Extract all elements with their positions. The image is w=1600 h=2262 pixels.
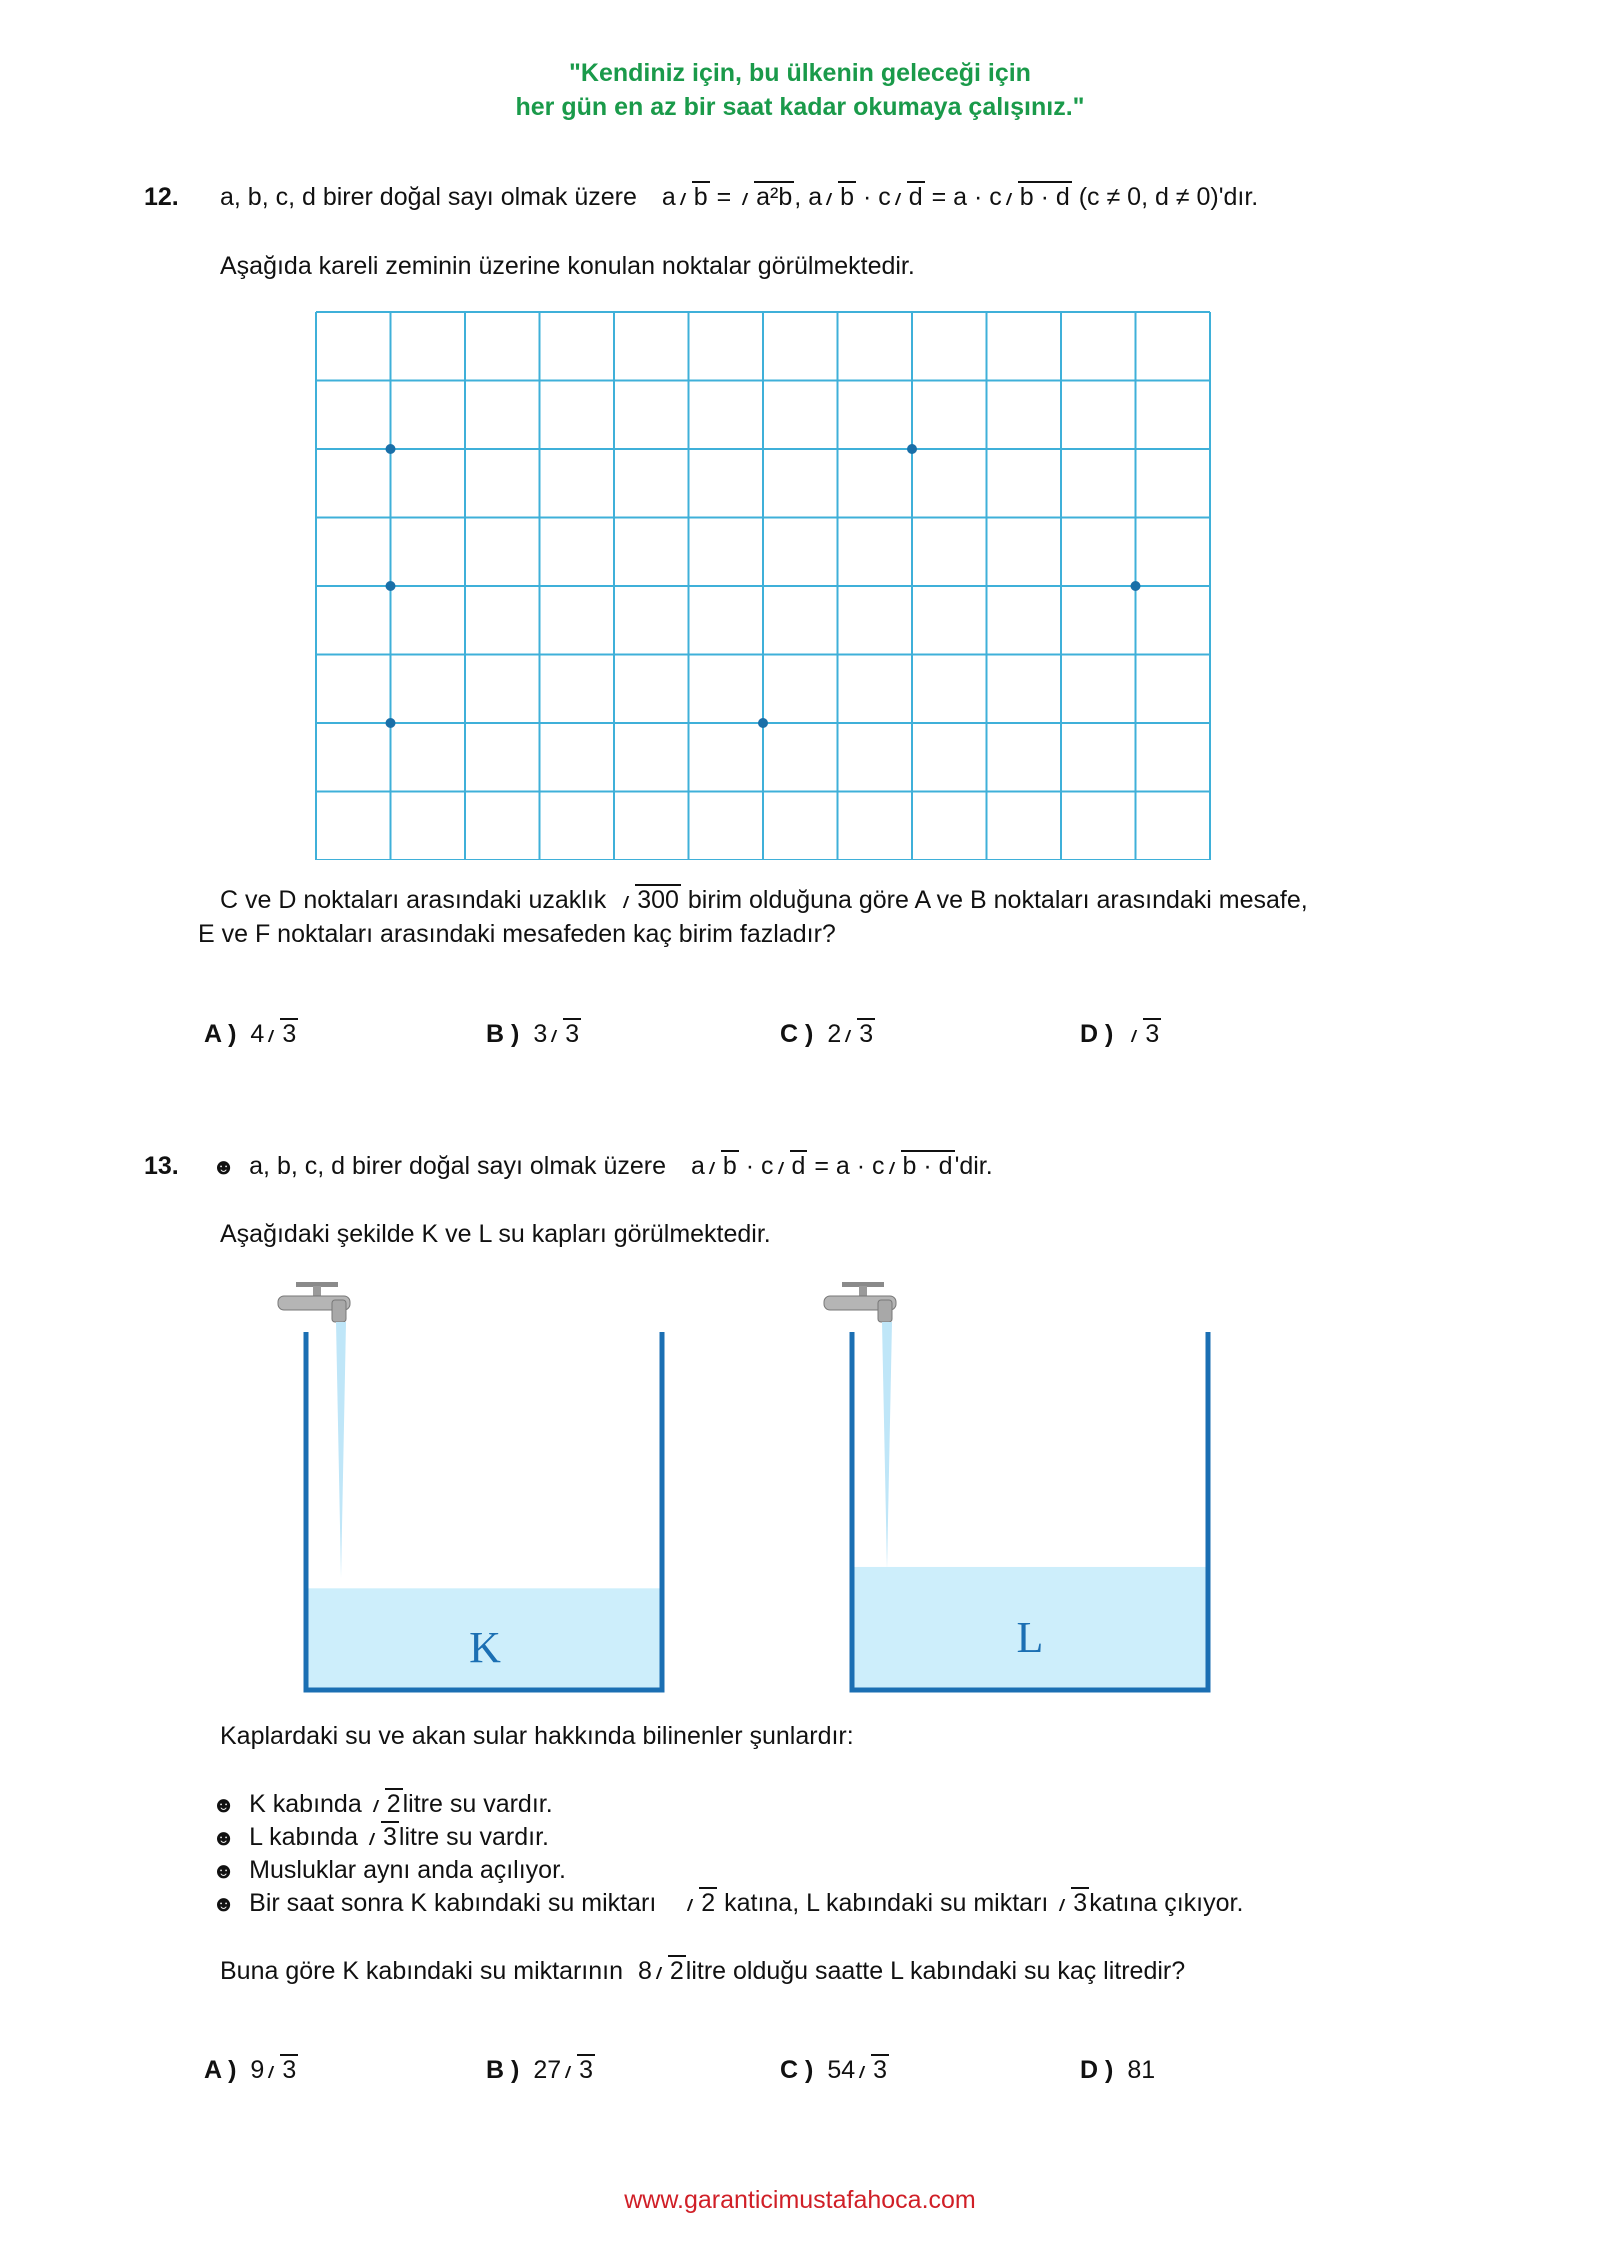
question-12-number: 12. xyxy=(144,183,179,211)
fact-4-sqrt-2 xyxy=(1055,1889,1089,1918)
option-coef: 4 xyxy=(250,1020,265,1048)
fact-1-radicand: 2 xyxy=(386,1790,401,1818)
q13-formula-suffix: 'dir. xyxy=(954,1152,993,1180)
q12-formula-part: = xyxy=(709,183,739,211)
fact-1 xyxy=(212,1790,553,1819)
option-radicand: 3 xyxy=(565,1020,580,1048)
option-letter: A ) xyxy=(204,2056,237,2084)
option-sqrt xyxy=(841,1020,875,1049)
option-letter: B ) xyxy=(486,2056,520,2084)
smiley-bullet-icon: ☻ xyxy=(212,1891,236,1916)
option-coef: 27 xyxy=(533,2056,562,2084)
grid-point xyxy=(1131,581,1141,591)
q12-option-a[interactable] xyxy=(204,1020,298,1049)
q12-option-c[interactable] xyxy=(780,1020,875,1049)
fact-4-text-b: katına, L kabındaki su miktarı xyxy=(724,1889,1049,1917)
question-12-text-1 xyxy=(220,886,1308,915)
question-13-ask xyxy=(220,1957,1185,1986)
option-sqrt xyxy=(561,2056,595,2085)
q12-radicand-1: b xyxy=(693,183,708,211)
fact-2-radicand: 3 xyxy=(383,1823,397,1851)
q12-formula-part: , xyxy=(794,183,809,211)
q12-formula-part: · c xyxy=(856,183,891,211)
question-13-intro xyxy=(212,1152,993,1181)
q13-radicand-3: b · d xyxy=(902,1152,953,1180)
q12-radicand-300: 300 xyxy=(637,886,679,914)
label-l: L xyxy=(1016,1613,1044,1662)
option-coef: 9 xyxy=(250,2056,265,2084)
faucet-l-icon xyxy=(824,1282,896,1322)
fact-1-text-a: K kabında xyxy=(249,1790,362,1818)
q12-radicand-5: b · d xyxy=(1019,183,1070,211)
option-letter: A ) xyxy=(204,1020,237,1048)
question-13-line-2: Aşağıdaki şekilde K ve L su kapları görülmektedir. xyxy=(220,1220,771,1248)
motto-line-1: "Kendiniz için, bu ülkenin geleceği için xyxy=(569,59,1031,87)
fact-4-radicand-2: 3 xyxy=(1073,1889,1088,1917)
known-facts-intro: Kaplardaki su ve akan sular hakkında bilinenler şunlardır: xyxy=(220,1722,854,1750)
option-coef: 3 xyxy=(533,1020,548,1048)
q12-text-1-a: C ve D noktaları arasındaki uzaklık xyxy=(220,886,607,914)
q13-ask-coef: 8 xyxy=(637,1957,652,1985)
water-stream-l xyxy=(882,1322,892,1570)
option-radicand: 3 xyxy=(282,2056,297,2084)
q12-formula-part: a xyxy=(661,183,676,211)
q12-option-b[interactable] xyxy=(486,1020,581,1049)
option-coef: 54 xyxy=(827,2056,856,2084)
q13-ask-text-b: litre olduğu saatte L kabındaki su kaç litredir? xyxy=(685,1957,1186,1985)
smiley-bullet-icon: ☻ xyxy=(212,1825,236,1850)
option-letter: B ) xyxy=(486,1020,520,1048)
question-12-text-2: E ve F noktaları arasındaki mesafeden kaç birim fazladır? xyxy=(198,920,836,948)
q13-option-b[interactable] xyxy=(486,2056,595,2085)
fact-1-sqrt xyxy=(369,1790,403,1819)
option-radicand: 3 xyxy=(859,1020,874,1048)
q13-option-c[interactable] xyxy=(780,2056,889,2085)
q13-radicand-1: b xyxy=(722,1152,737,1180)
water-stream-k xyxy=(336,1322,346,1578)
q12-formula xyxy=(662,183,1258,211)
q12-sqrt-4 xyxy=(891,183,925,212)
option-radicand: 3 xyxy=(1145,1020,1160,1048)
q13-option-a[interactable] xyxy=(204,2056,298,2085)
q12-formula-part: = a · c xyxy=(924,183,1002,211)
q12-intro-text: a, b, c, d birer doğal sayı olmak üzere xyxy=(220,183,637,211)
q12-text-1-b: birim olduğuna göre A ve B noktaları arasındaki mesafe, xyxy=(687,886,1308,914)
q13-sqrt-1 xyxy=(705,1152,739,1181)
q13-ask-sqrt xyxy=(652,1957,686,1986)
q12-sqrt-3 xyxy=(822,183,856,212)
q13-ask-radicand: 2 xyxy=(669,1957,684,1985)
grid-point xyxy=(907,444,917,454)
grid-point xyxy=(386,581,396,591)
water-containers-figure xyxy=(270,1270,1220,1710)
q12-radicand-3: b xyxy=(840,183,854,211)
grid-point xyxy=(758,718,768,728)
smiley-bullet-icon: ☻ xyxy=(212,1154,236,1179)
question-12-line-2: Aşağıda kareli zeminin üzerine konulan noktalar görülmektedir. xyxy=(220,252,915,280)
option-coef: 81 xyxy=(1127,2056,1156,2084)
option-sqrt xyxy=(855,2056,889,2085)
fact-4-radicand-1: 2 xyxy=(701,1889,716,1917)
fact-3 xyxy=(212,1856,566,1885)
motto-line-2: her gün en az bir saat kadar okumaya çalışınız." xyxy=(515,93,1085,121)
smiley-bullet-icon: ☻ xyxy=(212,1792,236,1817)
option-letter: C ) xyxy=(780,1020,814,1048)
option-letter: D ) xyxy=(1080,1020,1114,1048)
fact-2 xyxy=(212,1823,549,1852)
question-13-number: 13. xyxy=(144,1152,179,1180)
option-radicand: 3 xyxy=(579,2056,594,2084)
q12-sqrt-2 xyxy=(738,183,794,212)
q13-sqrt-3 xyxy=(885,1152,955,1181)
option-sqrt xyxy=(264,1020,298,1049)
q13-formula-part: = a · c xyxy=(807,1152,885,1180)
q12-formula-part: a xyxy=(808,183,823,211)
fact-4 xyxy=(212,1889,1243,1918)
option-sqrt xyxy=(1127,1020,1161,1049)
q13-formula xyxy=(691,1152,993,1180)
option-letter: C ) xyxy=(780,2056,814,2084)
q12-option-d[interactable] xyxy=(1080,1020,1161,1049)
fact-4-sqrt-1 xyxy=(683,1889,717,1918)
option-radicand: 3 xyxy=(873,2056,888,2084)
q12-formula-suffix: 'dır. xyxy=(1218,183,1259,211)
faucet-k-icon xyxy=(278,1282,350,1322)
q13-intro-text: a, b, c, d birer doğal sayı olmak üzere xyxy=(249,1152,667,1180)
option-coef: 2 xyxy=(827,1020,842,1048)
label-k: K xyxy=(469,1623,501,1672)
fact-1-text-b: litre su vardır. xyxy=(402,1790,553,1818)
q12-formula-condition: (c ≠ 0, d ≠ 0) xyxy=(1071,183,1219,211)
q12-radicand-4: d xyxy=(908,183,923,211)
q13-formula-part: a xyxy=(690,1152,705,1180)
q12-radicand-2: a²b xyxy=(756,183,793,211)
q13-formula-part: · c xyxy=(738,1152,774,1180)
fact-4-text-a: Bir saat sonra K kabındaki su miktarı xyxy=(249,1889,657,1917)
grid-point xyxy=(386,444,396,454)
q12-sqrt-1 xyxy=(676,183,710,212)
q13-option-d[interactable] xyxy=(1080,2056,1155,2085)
option-sqrt xyxy=(547,1020,581,1049)
grid-point xyxy=(386,718,396,728)
option-radicand: 3 xyxy=(282,1020,297,1048)
fact-3-text: Musluklar aynı anda açılıyor. xyxy=(249,1856,566,1884)
smiley-bullet-icon: ☻ xyxy=(212,1858,236,1883)
question-12-intro xyxy=(220,183,1258,212)
q13-radicand-2: d xyxy=(791,1152,806,1180)
q12-sqrt-300 xyxy=(619,886,681,915)
fact-4-text-c: katına çıkıyor. xyxy=(1089,1889,1244,1917)
fact-2-sqrt xyxy=(365,1823,399,1852)
footer-url-link[interactable]: www.garanticimustafahoca.com xyxy=(624,2186,976,2214)
q12-sqrt-5 xyxy=(1002,183,1072,212)
fact-2-text-b: litre su vardır. xyxy=(398,1823,549,1851)
option-letter: D ) xyxy=(1080,2056,1114,2084)
q13-sqrt-2 xyxy=(774,1152,808,1181)
fact-2-text-a: L kabında xyxy=(249,1823,359,1851)
option-sqrt xyxy=(264,2056,298,2085)
dot-grid xyxy=(300,300,1240,860)
q13-ask-text-a: Buna göre K kabındaki su miktarının xyxy=(220,1957,624,1985)
